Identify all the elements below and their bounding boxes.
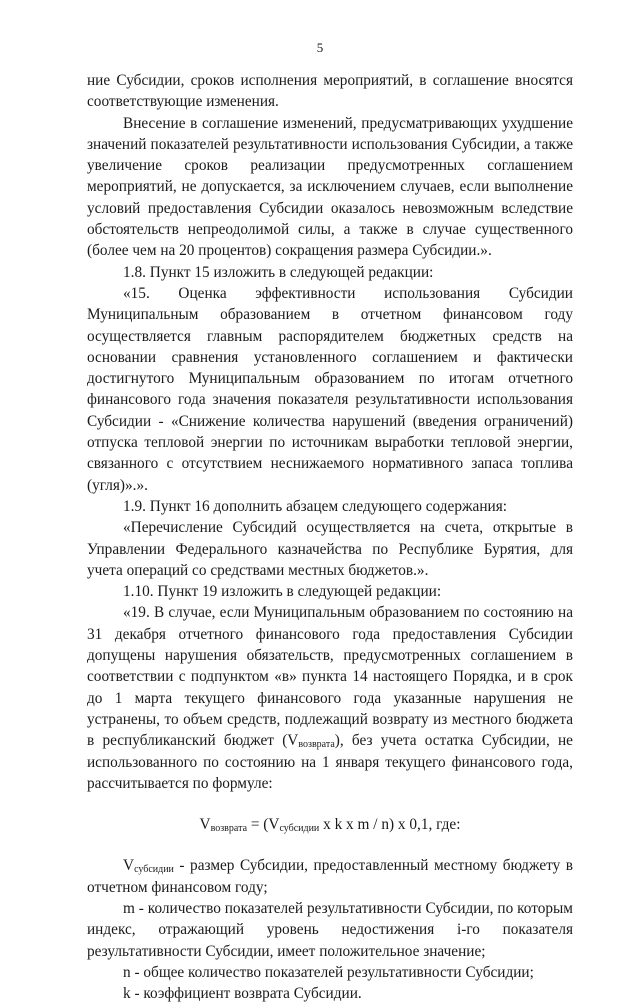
paragraph-item-1-8: 1.8. Пункт 15 изложить в следующей редакции: bbox=[123, 263, 434, 281]
page-number: 5 bbox=[316, 40, 324, 55]
formula-subsidy-subscript: субсидии bbox=[279, 823, 320, 835]
clause-19-text-a: «19. В случае, если Муниципальным образованием по состоянию на 31 декабря отчетного финансового года предоставления Субсидии допущены нарушения обязательств, предусмотренных соглашением в соответствии с подпунктом «в» пункта 14 настоящего Порядка, и в срок до 1 марта текущего финансового года указанные нарушения не устранены, то объем средств, подлежащий возврату из местного бюджета в республиканский бюджет (V bbox=[87, 604, 573, 750]
paragraph-clause-19 bbox=[87, 602, 573, 794]
definition-v-subsidy bbox=[87, 855, 573, 898]
paragraph-subsidy-transfer: «Перечисление Субсидий осуществляется на счета, открытые в Управлении Федерального казначейства по Республике Бурятия, для учета операций со средствами местных бюджетов.». bbox=[87, 519, 573, 579]
definition-m: m - количество показателей результативности Субсидии, по которым индекс, отражающий уровень недостижения i-го показателя результативности Субсидии, имеет положительное значение; bbox=[87, 899, 573, 960]
formula-v-subscript: возврата bbox=[210, 823, 248, 835]
clause-19-subscript: возврата bbox=[298, 739, 335, 751]
paragraph-item-1-9: 1.9. Пункт 16 дополнить абзацем следующего содержания: bbox=[123, 497, 507, 515]
definition-v-var: V bbox=[123, 857, 135, 875]
refund-formula bbox=[87, 814, 573, 835]
paragraph-continuation: ние Субсидии, сроков исполнения мероприятий, в соглашение вносятся соответствующие изменения. bbox=[87, 72, 573, 111]
definition-v-text: - размер Субсидии, предоставленный местному бюджету в отчетном финансовом году; bbox=[87, 857, 573, 896]
definition-n: n - общее количество показателей результативности Субсидии; bbox=[123, 963, 534, 981]
formula-v: V bbox=[199, 816, 211, 834]
paragraph-clause-15: «15. Оценка эффективности использования Субсидии Муниципальным образованием в отчетном финансовом году осуществляется главным распорядителем бюджетных средств на основании сравнения установленного соглашением и фактически достигнутого Муниципальным образованием по итогам отчетного финансового года значения показателя результативности использования Субсидии - «Снижение количества нарушений (введения ограничений) отпуска тепловой энергии по источникам выработки тепловой энергии, связанного с отсутствием неснижаемого нормативного запаса топлива (угля)».». bbox=[87, 284, 573, 494]
clause-19-text-b: ), без учета остатка Субсидии, не использованного по состоянию на 1 января текущего финансового года, рассчитывается по формуле: bbox=[87, 732, 573, 792]
document-body bbox=[87, 70, 573, 1004]
definition-k: k - коэффициент возврата Субсидии. bbox=[123, 985, 362, 1003]
paragraph-item-1-10: 1.10. Пункт 19 изложить в следующей редакции: bbox=[123, 583, 442, 601]
formula-eq-open: = (V bbox=[247, 816, 280, 834]
paragraph-amendment-conditions: Внесение в соглашение изменений, предусматривающих ухудшение значений показателей результативности использования Субсидии, а также увеличение сроков реализации предусмотренных соглашением мероприятий, не допускается, за исключением случаев, если выполнение условий предоставления Субсидии оказалось невозможным вследствие обстоятельств непреодолимой силы, а также в случае существенного (более чем на 20 процентов) сокращения размера Субсидии.». bbox=[87, 114, 573, 260]
definition-v-subscript: субсидии bbox=[134, 864, 174, 876]
formula-rest: x k x m / n) x 0,1, где: bbox=[319, 816, 461, 834]
